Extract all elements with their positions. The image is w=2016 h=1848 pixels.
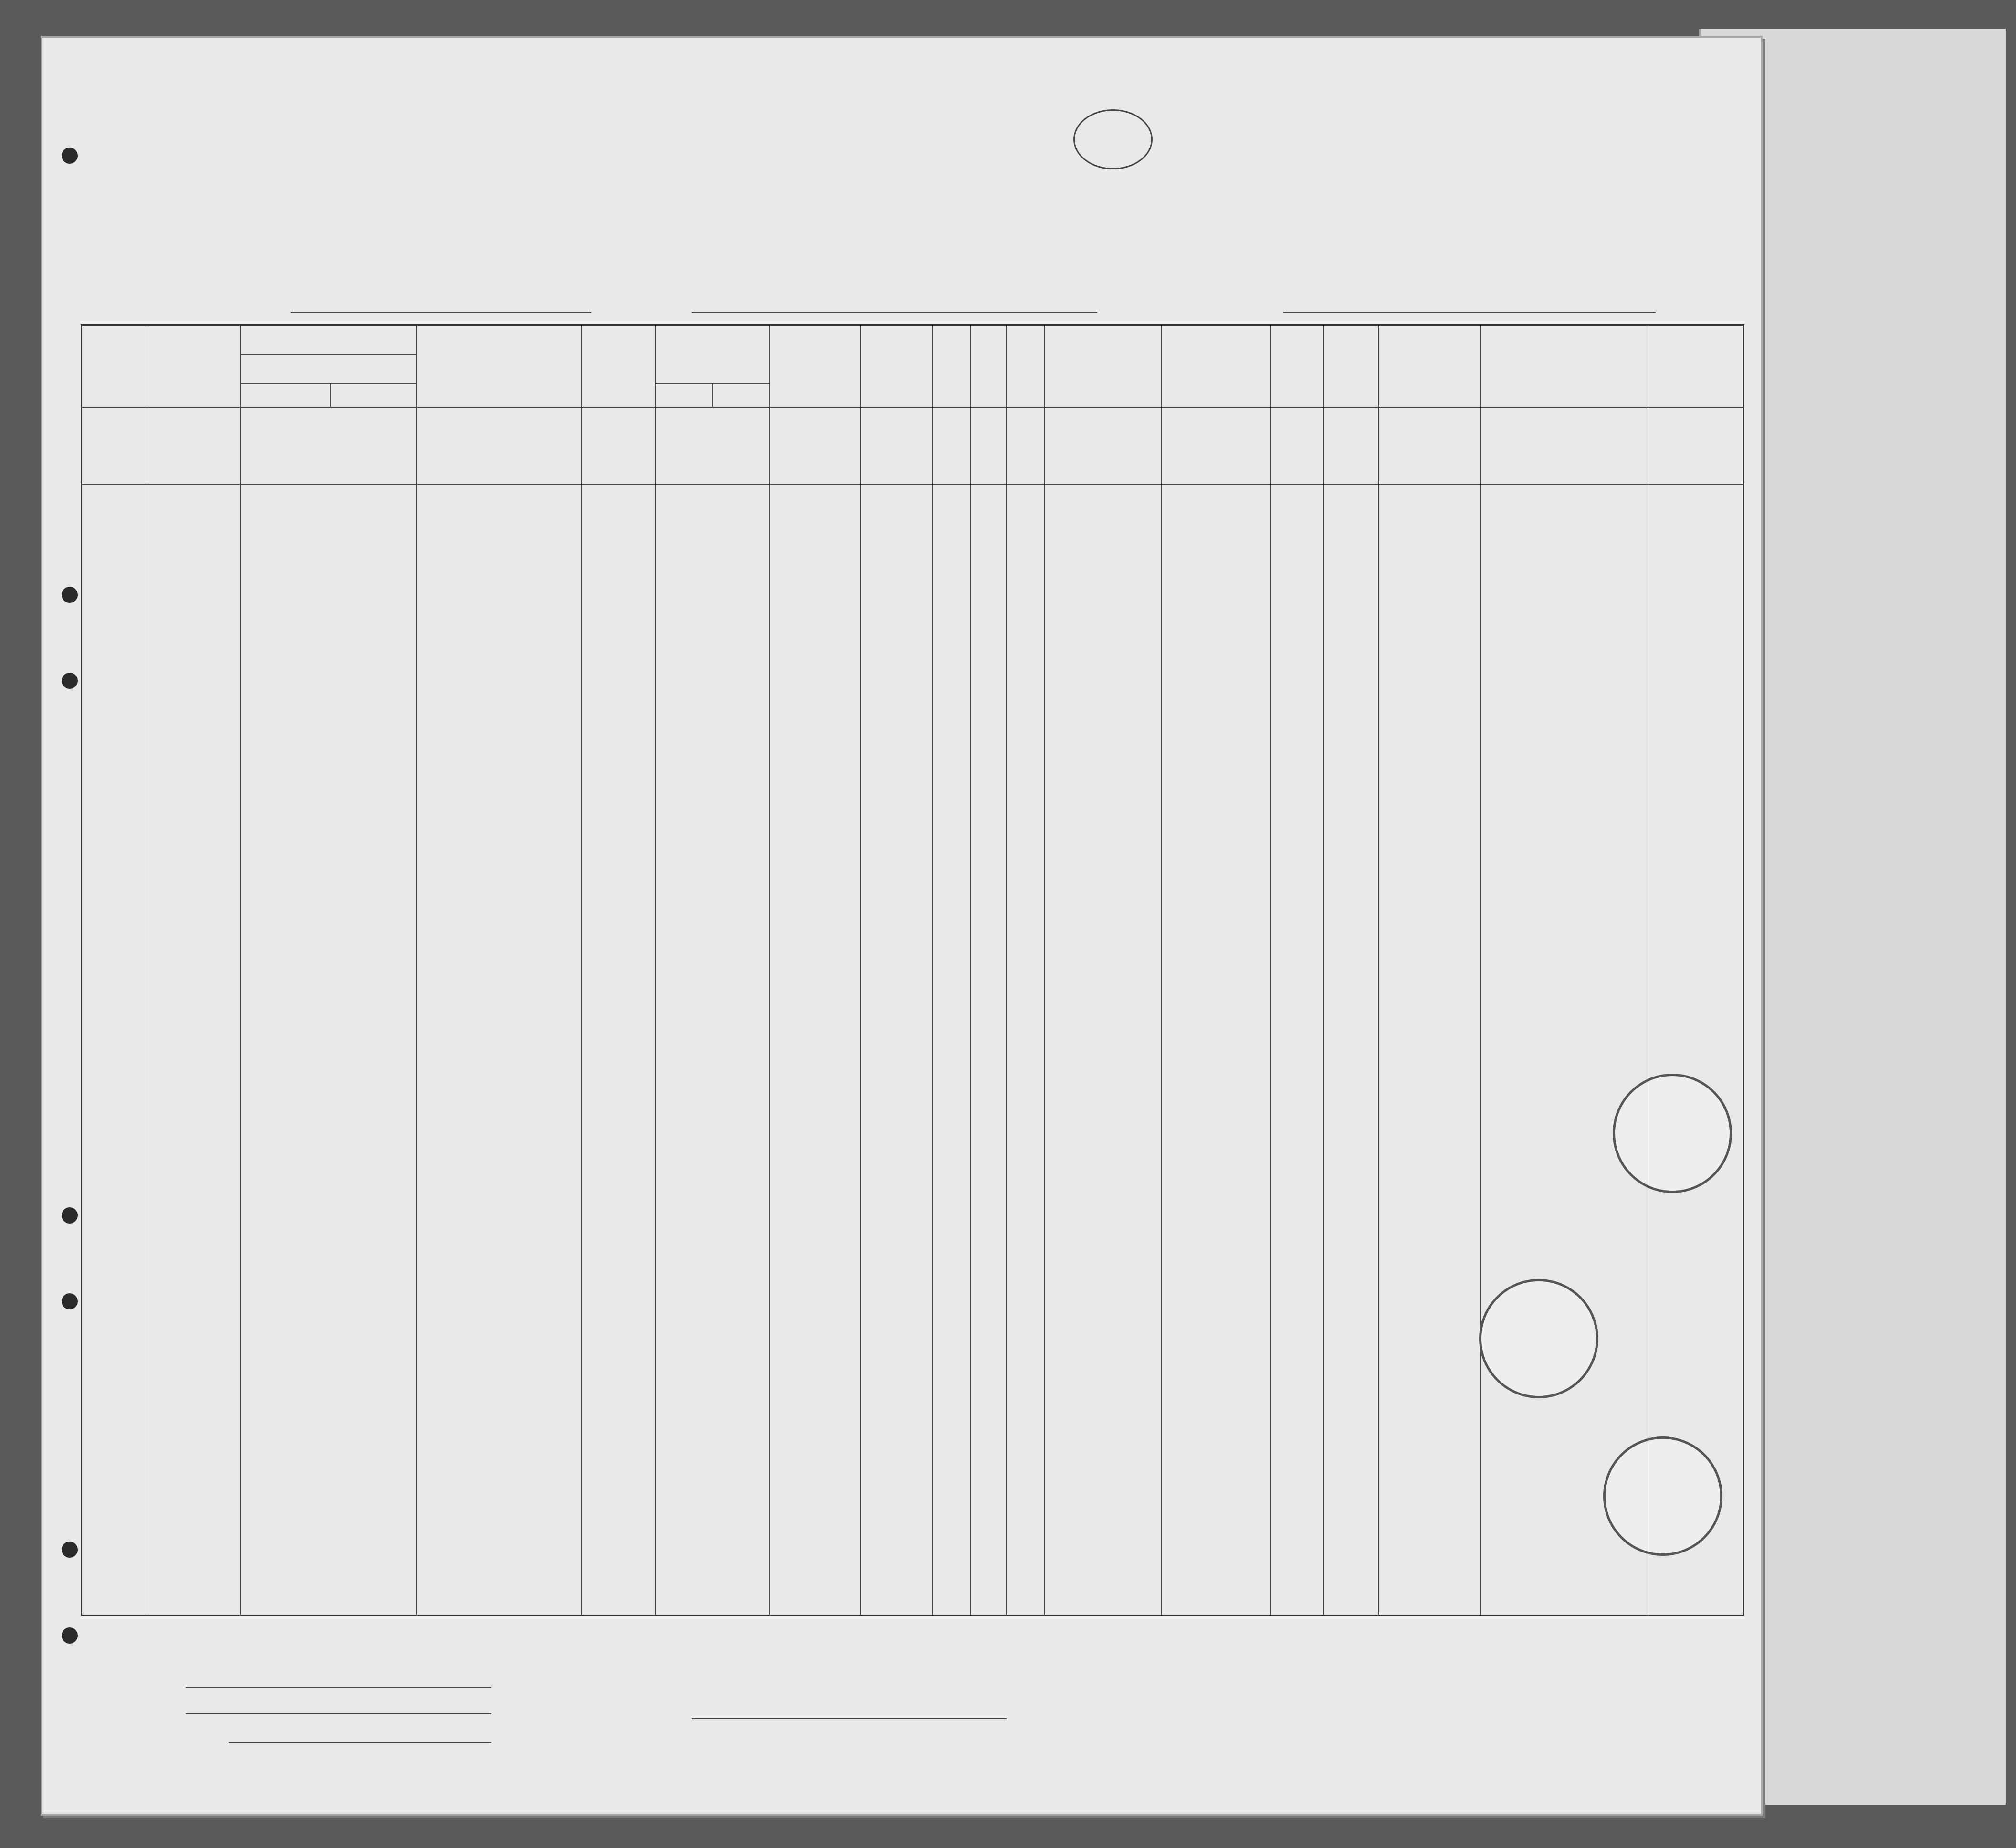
column-rule xyxy=(769,326,770,1615)
punch-hole xyxy=(62,1542,78,1558)
us-circle-note xyxy=(1073,109,1153,169)
column-rule xyxy=(1161,326,1162,1615)
manifest-sheet xyxy=(41,36,1763,1816)
punch-hole xyxy=(62,587,78,603)
underline xyxy=(692,1718,1007,1719)
column-rule xyxy=(1323,326,1324,1615)
column-rule xyxy=(1378,326,1379,1615)
row-rule xyxy=(655,383,769,384)
column-rule xyxy=(1480,326,1481,1615)
row-rule xyxy=(82,407,1743,408)
column-rule xyxy=(240,326,241,1615)
column-rule xyxy=(581,326,582,1615)
column-rule xyxy=(860,326,861,1615)
column-rule xyxy=(932,326,933,1615)
column-rule xyxy=(416,326,417,1615)
column-rule xyxy=(655,326,656,1615)
column-rule xyxy=(330,383,331,407)
underline xyxy=(291,312,591,313)
column-rule xyxy=(712,383,713,407)
underline xyxy=(1283,312,1656,313)
consulate-stamp-paramaribo xyxy=(1613,1074,1732,1193)
punch-hole xyxy=(62,1293,78,1309)
crew-table xyxy=(81,324,1744,1616)
column-rule xyxy=(1044,326,1045,1615)
column-rule xyxy=(1006,326,1007,1615)
row-rule xyxy=(240,354,416,355)
underline xyxy=(692,312,1097,313)
underline xyxy=(229,1742,491,1743)
punch-hole xyxy=(62,148,78,164)
row-rule xyxy=(82,484,1743,485)
consulate-stamp-alexandria xyxy=(1603,1436,1722,1556)
punch-hole xyxy=(62,1627,78,1644)
consulate-stamp-port-of-spain xyxy=(1479,1279,1598,1398)
printing-office xyxy=(83,316,91,323)
sheet-number xyxy=(1541,126,1551,143)
column-rule xyxy=(970,326,971,1615)
underline xyxy=(186,1687,491,1688)
column-rule xyxy=(1270,326,1271,1615)
punch-hole xyxy=(62,673,78,689)
row-rule xyxy=(240,383,416,384)
underline xyxy=(186,1713,491,1714)
punch-hole xyxy=(62,1207,78,1224)
